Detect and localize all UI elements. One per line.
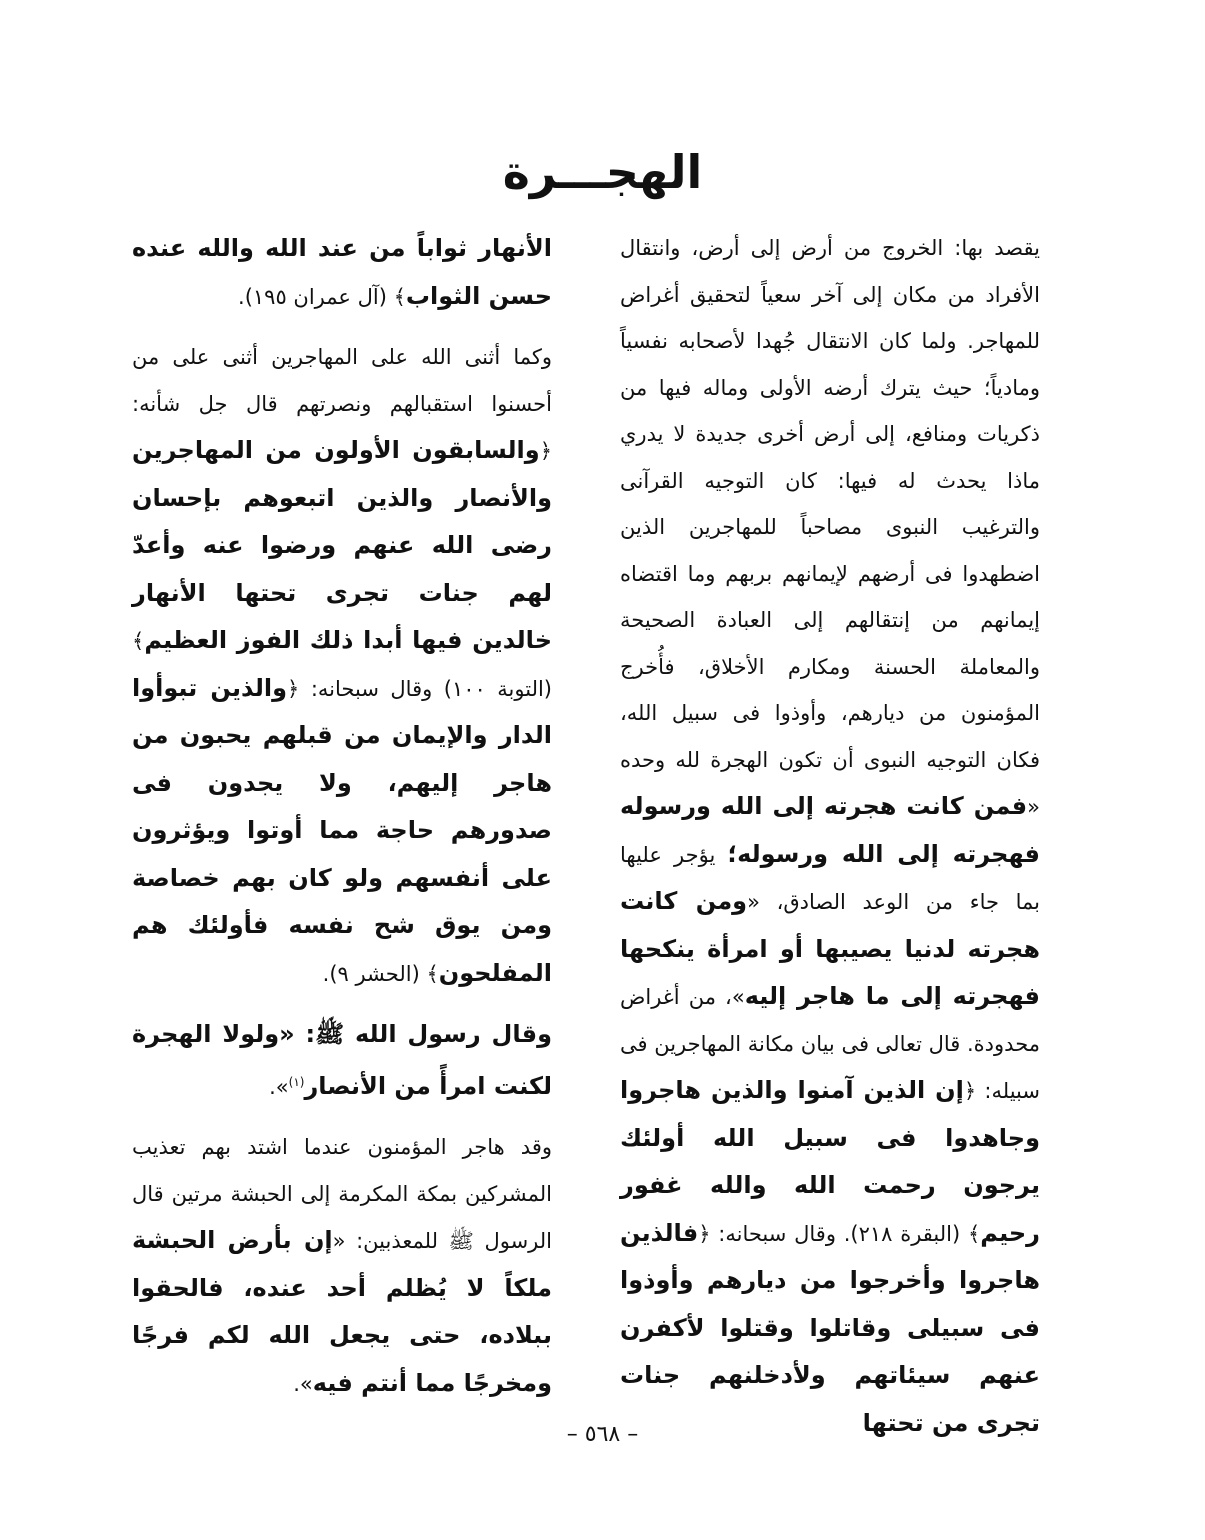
paragraph: الأنهار ثواباً من عند الله والله عنده حسن الثواب﴾ (آل عمران ١٩٥). — [132, 234, 552, 310]
paragraph: وكما أثنى الله على المهاجرين أثنى على من أحسنوا استقبالهم ونصرتهم قال جل شأنه: ﴿والسابقون الأولون من المهاجرين والأنصار والذين اتبعوهم بإحسان رضى الله عنهم ورضوا عنه وأعدّ لهم جنات تجرى تحتها الأنهار خالدين فيها أبدا ذلك الفوز العظيم﴾ (التوبة ١٠٠) وقال سبحانه: ﴿والذين تبوأوا الدار والإيمان من قبلهم يحبون من هاجر إليهم، ولا يجدون فى صدورهم حاجة مما أوتوا ويؤثرون على أنفسهم ولو كان بهم خصاصة ومن يوق شح نفسه فأولئك هم المفلحون﴾ (الحشر ٩). — [132, 345, 552, 987]
right-column — [620, 225, 1040, 1447]
page-number: – ٥٦٨ – — [566, 1422, 639, 1447]
page-title: الهجـــرة — [502, 145, 703, 199]
paragraph: يقصد بها: الخروج من أرض إلى أرض، وانتقال الأفراد من مكان إلى آخر سعياً لتحقيق أغراض للمهاجر. ولما كان الانتقال جُهدا لأصحابه نفسياً ومادياً؛ حيث يترك أرضه الأولى وماله فيها من ذكريات ومنافع، إلى أرض أخرى جديدة لا يدري ماذا يحدث له فيها: كان التوجيه القرآنى والترغيب النبوى مصاحباً للمهاجرين الذين اضطهدوا فى أرضهم لإيمانهم بربهم وما اقتضاه إيمانهم من إنتقالهم إلى العبادة الصحيحة والمعاملة الحسنة ومكارم الأخلاق، فأُخرج المؤمنون من ديارهم، وأوذوا فى سبيل الله، فكان التوجيه النبوى أن تكون الهجرة لله وحده «فمن كانت هجرته إلى الله ورسوله فهجرته إلى الله ورسوله؛ يؤجر عليها بما جاء من الوعد الصادق، «ومن كانت هجرته لدنيا يصيبها أو امرأة ينكحها فهجرته إلى ما هاجر إليه»، من أغراض محدودة. قال تعالى فى بيان مكانة المهاجرين فى سبيله: ﴿إن الذين آمنوا والذين هاجروا وجاهدوا فى سبيل الله أولئك يرجون رحمت الله والله غفور رحيم﴾ (البقرة ٢١٨). وقال سبحانه: ﴿فالذين هاجروا وأخرجوا من ديارهم وأوذوا فى سبيلى وقاتلوا وقتلوا لأكفرن عنهم سيئاتهم ولأدخلنهم جنات تجرى من تحتها — [620, 236, 1041, 1437]
left-column — [132, 225, 552, 1407]
paragraph: وقد هاجر المؤمنون عندما اشتد بهم تعذيب المشركين بمكة المكرمة إلى الحبشة مرتين قال الرسول ﷺ للمعذبين: «إن بأرض الحبشة ملكاً لا يُظلم أحد عنده، فالحقوا ببلاده، حتى يجعل الله لكم فرجًا ومخرجًا مما أنتم فيه». — [132, 1135, 552, 1397]
paragraph: وقال رسول الله ﷺ: «ولولا الهجرة لكنت امرأً من الأنصار$^{(١)}$». — [132, 1020, 552, 1100]
footnote-marker: (١) — [288, 1074, 305, 1089]
